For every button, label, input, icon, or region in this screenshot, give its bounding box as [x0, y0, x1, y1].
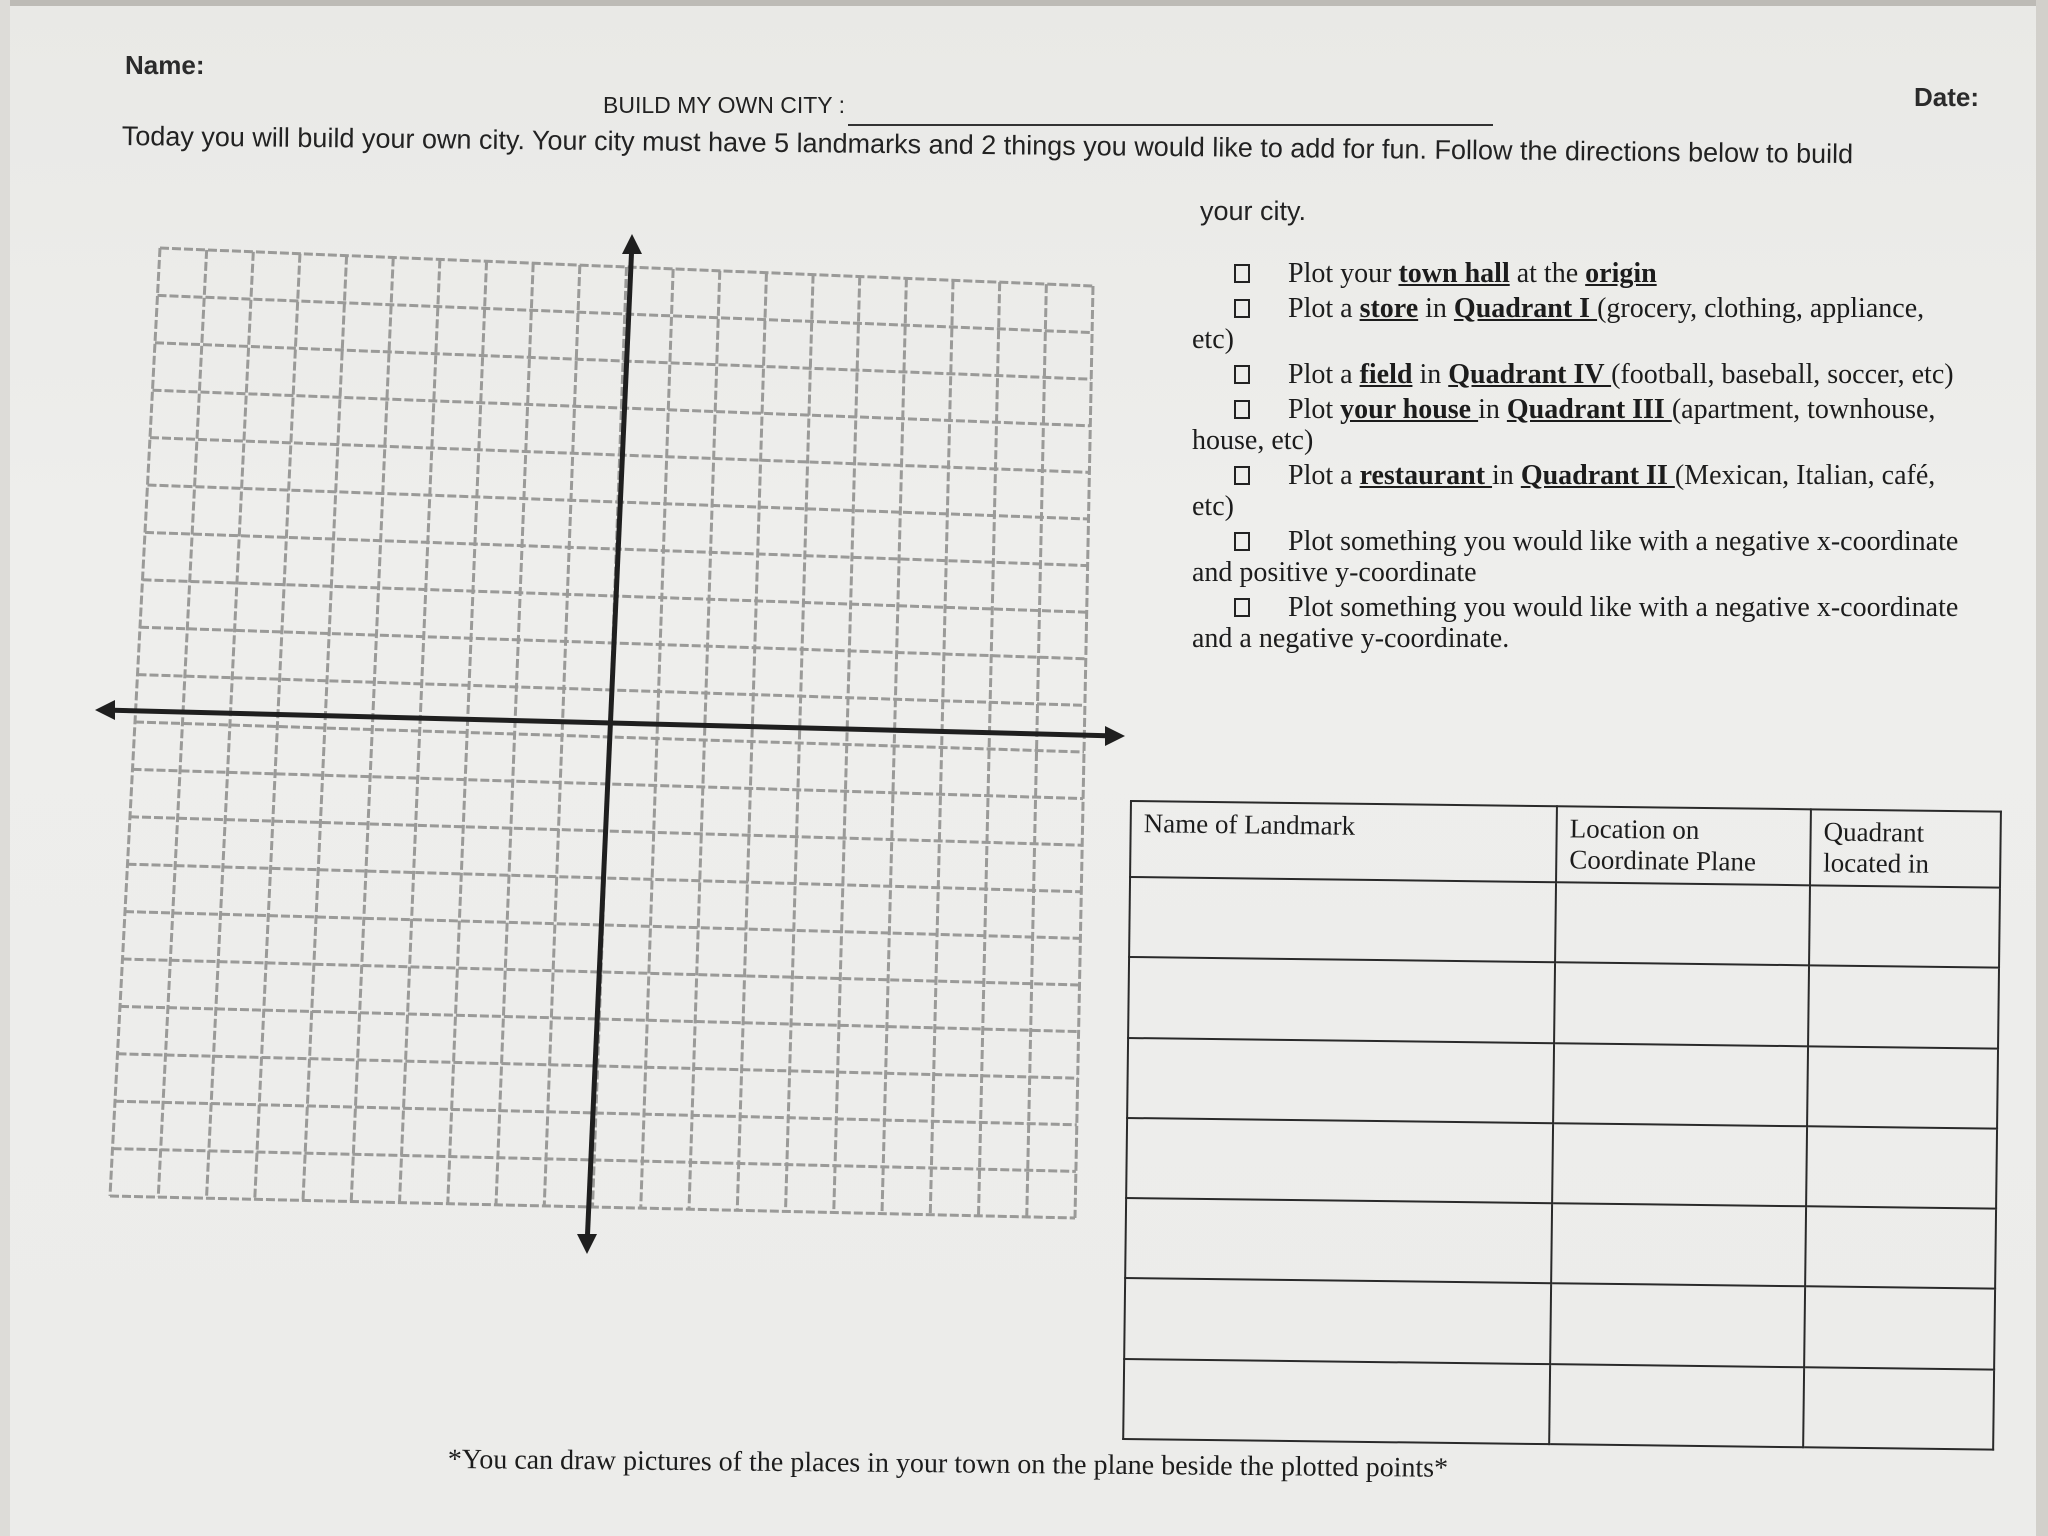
coordinate-grid-svg[interactable] — [95, 228, 1135, 1258]
name-label: Name: — [125, 50, 205, 80]
table-row — [1125, 1198, 1996, 1289]
checklist-item — [1192, 592, 1962, 654]
intro-text: Today you will build your own city. Your city must have 5 landmarks and 2 things you would like to add for fun. Follow the directions below to build — [121, 120, 1854, 170]
instruction-text: in — [1478, 394, 1507, 425]
instruction-text: Plot your — [1288, 258, 1399, 289]
instruction-text: Plot something you would like with a negative x-coordinate and positive y-coordinate — [1192, 526, 1959, 588]
instruction-text: Plot a — [1288, 293, 1360, 324]
landmark-name-cell[interactable] — [1123, 1359, 1550, 1445]
landmark-name-cell[interactable] — [1124, 1278, 1551, 1363]
checkbox-icon[interactable] — [1234, 466, 1250, 485]
quadrant-cell[interactable] — [1808, 966, 1999, 1049]
instruction-text: Plot a — [1288, 460, 1360, 491]
emphasized-term: field — [1359, 359, 1413, 390]
emphasized-term: your house — [1340, 394, 1479, 425]
emphasized-term: origin — [1585, 258, 1657, 289]
checklist-item — [1192, 258, 1962, 289]
table-header-row — [1130, 801, 2001, 888]
checkbox-icon[interactable] — [1234, 365, 1250, 384]
emphasized-term: restaurant — [1359, 460, 1493, 491]
checklist-item — [1192, 293, 1962, 355]
location-cell[interactable] — [1550, 1284, 1805, 1367]
quadrant-cell[interactable] — [1809, 885, 2000, 968]
y-axis-line — [587, 242, 632, 1246]
checklist-item — [1192, 526, 1962, 588]
quadrant-cell[interactable] — [1804, 1287, 1995, 1370]
location-cell[interactable] — [1549, 1364, 1804, 1447]
table-row — [1127, 1038, 1998, 1129]
checkbox-icon[interactable] — [1234, 598, 1250, 617]
intro-text-continued: your city. — [1200, 196, 1307, 226]
checkbox-icon[interactable] — [1234, 299, 1250, 318]
emphasized-term: Quadrant II — [1520, 460, 1675, 491]
quadrant-cell[interactable] — [1806, 1126, 1997, 1209]
location-cell[interactable] — [1551, 1203, 1806, 1286]
date-label: Date: — [1914, 82, 1980, 112]
checklist-item — [1192, 359, 1962, 390]
location-cell[interactable] — [1553, 1043, 1808, 1126]
landmark-name-cell[interactable] — [1127, 1038, 1554, 1123]
instruction-text: (Mexican, Italian, café, etc) — [1192, 460, 1936, 522]
x-axis-left-arrow-icon — [95, 700, 115, 720]
coordinate-plane[interactable] — [95, 228, 1135, 1258]
instruction-checklist — [1192, 258, 1962, 658]
y-axis-up-arrow-icon — [622, 234, 642, 254]
page-top-edge — [0, 0, 2048, 6]
landmark-name-cell[interactable] — [1128, 957, 1555, 1042]
instruction-text: (apartment, townhouse, house, etc) — [1192, 394, 1936, 456]
table-row — [1123, 1359, 1994, 1450]
header-quadrant: Quadrant located in — [1810, 809, 2001, 887]
instruction-text: (grocery, clothing, appliance, etc) — [1192, 293, 1925, 355]
landmark-table — [1122, 800, 2002, 1451]
instruction-text: in — [1412, 359, 1449, 390]
landmark-name-cell[interactable] — [1129, 877, 1556, 962]
instruction-text: Plot a — [1288, 359, 1360, 390]
location-cell[interactable] — [1555, 882, 1810, 965]
checkbox-icon[interactable] — [1234, 532, 1250, 551]
instruction-text: Plot something you would like with a negative x-coordinate and a negative y-coordinate. — [1192, 592, 1959, 654]
header-name-of-landmark: Name of Landmark — [1130, 801, 1557, 882]
page-left-edge — [0, 0, 10, 1536]
emphasized-term: Quadrant I — [1453, 293, 1598, 324]
landmark-table-wrapper — [1122, 800, 2002, 1451]
table-row — [1126, 1118, 1997, 1209]
instruction-text: (football, baseball, soccer, etc) — [1611, 359, 1954, 390]
instruction-text: at the — [1509, 258, 1586, 289]
instruction-text: in — [1492, 460, 1521, 491]
location-cell[interactable] — [1554, 962, 1809, 1045]
table-row — [1128, 957, 1999, 1048]
table-row — [1129, 877, 2000, 968]
quadrant-cell[interactable] — [1803, 1367, 1994, 1450]
checkbox-icon[interactable] — [1234, 400, 1250, 419]
footnote: *You can draw pictures of the places in your town on the plane beside the plotted points* — [447, 1444, 1449, 1484]
instruction-text: Plot — [1288, 394, 1341, 425]
quadrant-cell[interactable] — [1807, 1046, 1998, 1129]
header-location: Location on Coordinate Plane — [1556, 806, 1811, 885]
table-row — [1124, 1278, 1995, 1369]
emphasized-term: town hall — [1398, 258, 1510, 289]
location-cell[interactable] — [1552, 1123, 1807, 1206]
worksheet-title: BUILD MY OWN CITY : — [603, 92, 845, 118]
checklist-item — [1192, 460, 1962, 522]
checklist-item — [1192, 394, 1962, 456]
instruction-text: in — [1418, 293, 1454, 324]
emphasized-term: Quadrant III — [1506, 394, 1672, 425]
checkbox-icon[interactable] — [1234, 264, 1250, 283]
y-axis-down-arrow-icon — [577, 1234, 597, 1254]
emphasized-term: Quadrant IV — [1448, 359, 1612, 390]
landmark-name-cell[interactable] — [1125, 1198, 1552, 1283]
page-right-edge — [2036, 0, 2048, 1536]
quadrant-cell[interactable] — [1805, 1206, 1996, 1289]
landmark-name-cell[interactable] — [1126, 1118, 1553, 1203]
x-axis-right-arrow-icon — [1105, 726, 1125, 746]
emphasized-term: store — [1359, 293, 1419, 324]
